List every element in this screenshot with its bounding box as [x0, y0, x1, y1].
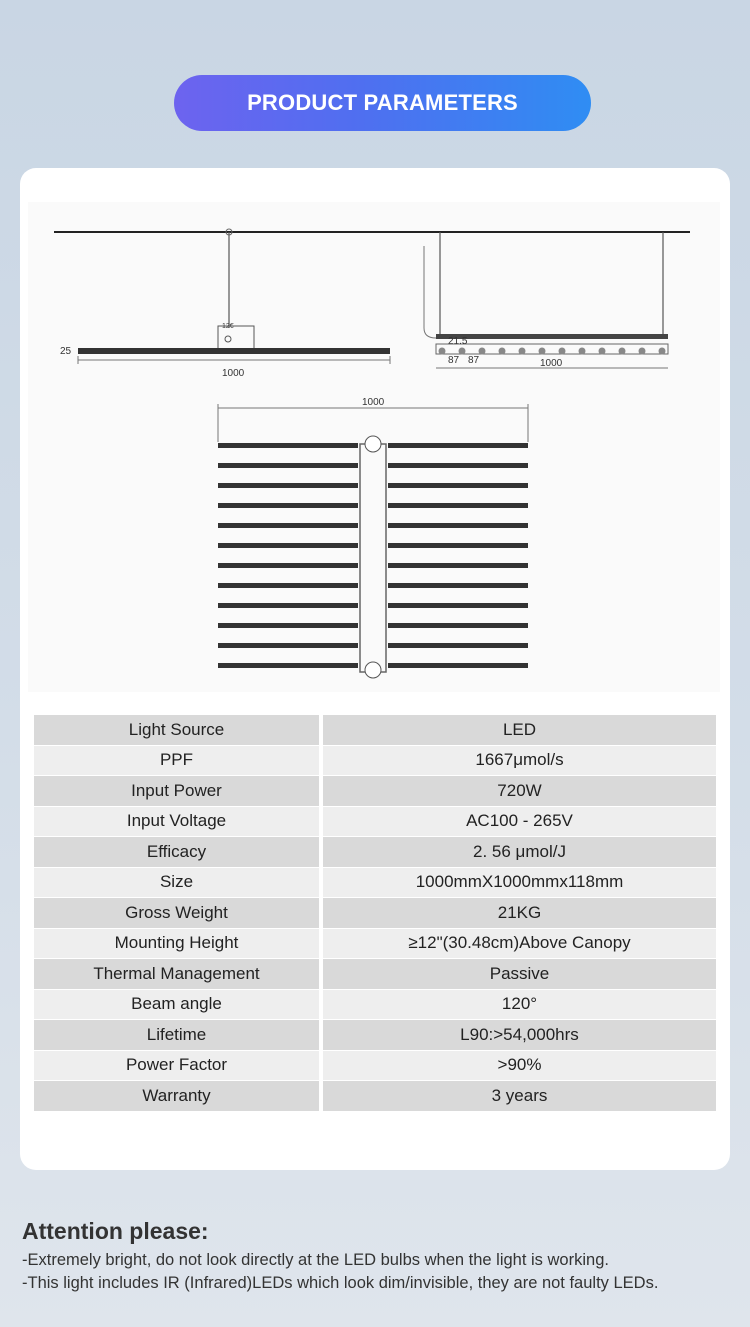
spec-label: PPF: [34, 746, 319, 776]
side-length-label: 1000: [222, 368, 245, 379]
spec-label: Lifetime: [34, 1020, 319, 1050]
spec-label: Warranty: [34, 1081, 319, 1111]
spec-value: LED: [323, 715, 716, 745]
spec-value: 3 years: [323, 1081, 716, 1111]
spec-value: 21KG: [323, 898, 716, 928]
attention-notice: [22, 1218, 732, 1295]
spec-row: [34, 1020, 716, 1051]
spec-label: Light Source: [34, 715, 319, 745]
side-height-label: 25: [60, 346, 72, 357]
spec-row: [34, 715, 716, 746]
attention-line-1: -Extremely bright, do not look directly at the LED bulbs when the light is working.: [22, 1251, 609, 1269]
spec-value: Passive: [323, 959, 716, 989]
parameters-card: [20, 168, 730, 1170]
spec-value: 1667μmol/s: [323, 746, 716, 776]
spec-value: 120°: [323, 990, 716, 1020]
spec-row: [34, 837, 716, 868]
spec-label: Beam angle: [34, 990, 319, 1020]
spec-table: [34, 715, 716, 1112]
front-spacing-label-1: 87: [448, 355, 460, 366]
spec-label: Efficacy: [34, 837, 319, 867]
front-offset-label: 21.5: [448, 336, 468, 347]
spec-row: [34, 959, 716, 990]
spec-row: [34, 929, 716, 960]
spec-label: Thermal Management: [34, 959, 319, 989]
spec-value: 720W: [323, 776, 716, 806]
spec-row: [34, 776, 716, 807]
spec-row: [34, 746, 716, 777]
spec-label: Power Factor: [34, 1051, 319, 1081]
section-title-banner: [174, 75, 591, 131]
top-width-label: 1000: [362, 397, 385, 408]
spec-row: [34, 1081, 716, 1112]
spec-label: Mounting Height: [34, 929, 319, 959]
spec-label: Gross Weight: [34, 898, 319, 928]
spec-row: [34, 1051, 716, 1082]
attention-heading: Attention please:: [22, 1218, 209, 1244]
spec-value: 1000mmX1000mmx118mm: [323, 868, 716, 898]
spec-value: ≥12"(30.48cm)Above Canopy: [323, 929, 716, 959]
spec-label: Size: [34, 868, 319, 898]
spec-label: Input Voltage: [34, 807, 319, 837]
spec-row: [34, 807, 716, 838]
attention-line-2: -This light includes IR (Infrared)LEDs which look dim/invisible, they are not faulty LEDs.: [22, 1274, 659, 1292]
spec-value: 2. 56 μmol/J: [323, 837, 716, 867]
bracket-label: 12€: [222, 323, 234, 330]
front-length-label: 1000: [540, 358, 563, 369]
spec-value: >90%: [323, 1051, 716, 1081]
spec-value: L90:>54,000hrs: [323, 1020, 716, 1050]
spec-value: AC100 - 265V: [323, 807, 716, 837]
spec-row: [34, 990, 716, 1021]
spec-row: [34, 898, 716, 929]
front-spacing-label-2: 87: [468, 355, 480, 366]
spec-row: [34, 868, 716, 899]
section-title: PRODUCT PARAMETERS: [247, 90, 518, 115]
spec-label: Input Power: [34, 776, 319, 806]
dimension-drawing-svg: [20, 168, 730, 708]
